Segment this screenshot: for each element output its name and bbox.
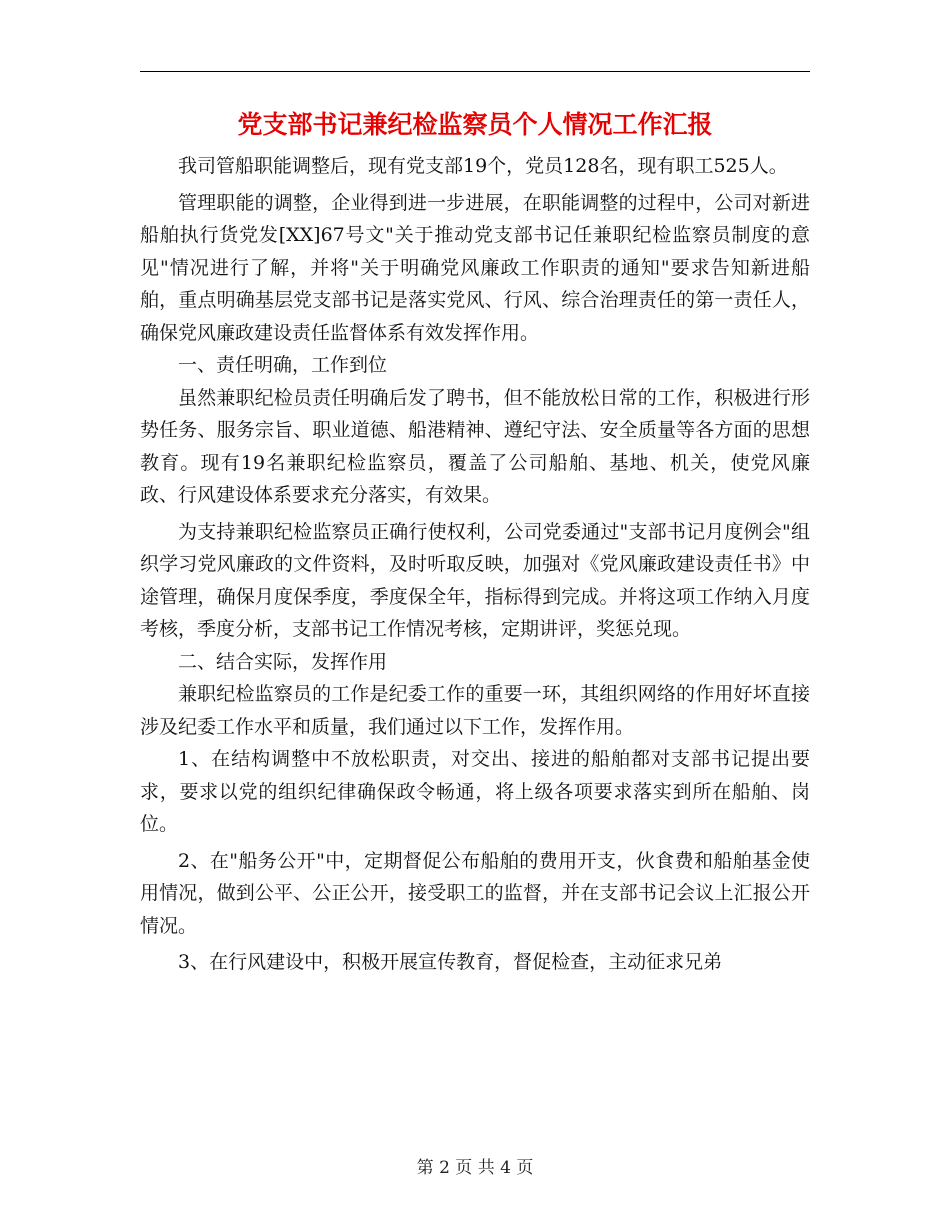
paragraph-8: 3、在行风建设中，积极开展宣传教育，督促检查，主动征求兄弟 bbox=[178, 951, 723, 973]
document-title: 党支部书记兼纪检监察员个人情况工作汇报 bbox=[237, 110, 713, 139]
paragraph-1: 我司管船职能调整后，现有党支部19个，党员128名，现有职工525人。 bbox=[178, 155, 788, 177]
page-footer: 第 2 页 共 4 页 bbox=[416, 1158, 534, 1178]
paragraph-5: 兼职纪检监察员的工作是纪委工作的重要一环，其组织网络的作用好坏直接涉及纪委工作水平和质量，我们通过以下工作，发挥作用。 bbox=[140, 683, 810, 738]
paragraph-4: 为支持兼职纪检监察员正确行使权利，公司党委通过"支部书记月度例会"组织学习党风廉政的文件资料，及时听取反映，加强对《党风廉政建设责任书》中途管理，确保月度保季度，季度保全年，指标得到完成。并将这项工作纳入月度考核，季度分析，支部书记工作情况考核，定期讲评，奖惩兑现。 bbox=[140, 520, 810, 640]
section-heading-1: 一、责任明确，工作到位 bbox=[178, 354, 388, 376]
paragraph-6: 1、在结构调整中不放松职责，对交出、接进的船舶都对支部书记提出要求，要求以党的组织纪律确保政令畅通，将上级各项要求落实到所在船舶、岗位。 bbox=[140, 748, 810, 835]
paragraph-3: 虽然兼职纪检员责任明确后发了聘书，但不能放松日常的工作，积极进行形势任务、服务宗旨、职业道德、船港精神、遵纪守法、安全质量等各方面的思想教育。现有19名兼职纪检监察员，覆盖了公司船舶、基地、机关，使党风廉政、行风建设体系要求充分落实，有效果。 bbox=[140, 386, 810, 506]
document-body bbox=[140, 150, 810, 979]
paragraph-7: 2、在"船务公开"中，定期督促公布船舶的费用开支，伙食费和船舶基金使用情况，做到公平、公正公开，接受职工的监督，并在支部书记会议上汇报公开情况。 bbox=[140, 849, 810, 937]
section-heading-2: 二、结合实际，发挥作用 bbox=[178, 650, 388, 673]
header-rule bbox=[140, 71, 810, 72]
paragraph-2: 管理职能的调整，企业得到进一步进展，在职能调整的过程中，公司对新进船舶执行货党发[XX]67号文"关于推动党支部书记任兼职纪检监察员制度的意见"情况进行了解，并将"关于明确党风廉政工作职责的通知"要求告知新进船舶，重点明确基层党支部书记是落实党风、行风、综合治理责任的第一责任人，确保党风廉政建设责任监督体系有效发挥作用。 bbox=[140, 191, 810, 344]
